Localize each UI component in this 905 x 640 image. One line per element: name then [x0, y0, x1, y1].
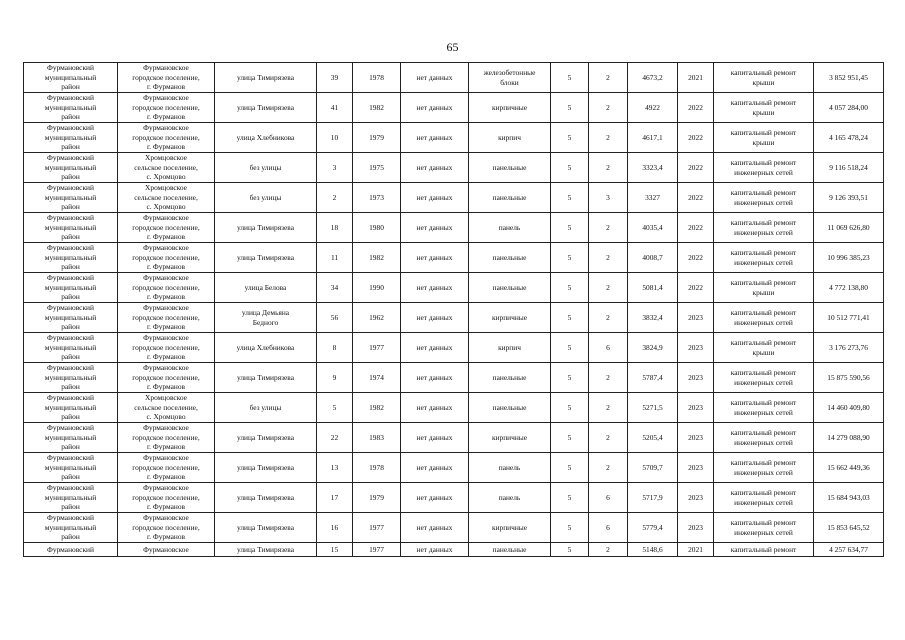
build-year-cell: 1974: [353, 363, 401, 393]
repair-type-cell: капитальный ремонт инженерных сетей: [714, 243, 814, 273]
street-cell: улица Тимирязева: [215, 363, 317, 393]
page-number: 65: [446, 40, 459, 54]
cost-cell: 3 176 273,76: [814, 333, 884, 363]
survey-data-cell: нет данных: [401, 423, 469, 453]
cost-cell: 15 875 590,56: [814, 363, 884, 393]
build-year-cell: 1977: [353, 333, 401, 363]
repair-type-cell: капитальный ремонт инженерных сетей: [714, 303, 814, 333]
entrances-cell: 2: [589, 543, 628, 557]
floors-cell: 5: [551, 423, 589, 453]
repair-type-cell: капитальный ремонт инженерных сетей: [714, 393, 814, 423]
cost-cell: 4 165 478,24: [814, 123, 884, 153]
table-row: [24, 153, 884, 183]
entrances-cell: 6: [589, 333, 628, 363]
area-cell: 5148,6: [628, 543, 678, 557]
plan-year-cell: 2023: [678, 483, 714, 513]
survey-data-cell: нет данных: [401, 63, 469, 93]
wall-material-cell: панельные: [469, 243, 551, 273]
street-cell: улица Тимирязева: [215, 63, 317, 93]
house-number-cell: 16: [317, 513, 353, 543]
house-number-cell: 11: [317, 243, 353, 273]
entrances-cell: 2: [589, 423, 628, 453]
table-row: [24, 393, 884, 423]
district-cell: Фурмановский: [24, 543, 118, 557]
district-cell: Фурмановский муниципальный район: [24, 63, 118, 93]
table-row: [24, 93, 884, 123]
district-cell: Фурмановский муниципальный район: [24, 243, 118, 273]
floors-cell: 5: [551, 93, 589, 123]
district-cell: Фурмановский муниципальный район: [24, 393, 118, 423]
settlement-cell: Фурмановское городское поселение, г. Фурманов: [118, 93, 215, 123]
street-cell: без улицы: [215, 153, 317, 183]
survey-data-cell: нет данных: [401, 333, 469, 363]
settlement-cell: Хромцовское сельское поселение, с. Хромцово: [118, 393, 215, 423]
repair-type-cell: капитальный ремонт инженерных сетей: [714, 183, 814, 213]
cost-cell: 14 279 088,90: [814, 423, 884, 453]
floors-cell: 5: [551, 273, 589, 303]
survey-data-cell: нет данных: [401, 453, 469, 483]
floors-cell: 5: [551, 153, 589, 183]
table-row: [24, 363, 884, 393]
house-number-cell: 9: [317, 363, 353, 393]
wall-material-cell: кирпичные: [469, 93, 551, 123]
wall-material-cell: железобетонные блоки: [469, 63, 551, 93]
cost-cell: 10 512 771,41: [814, 303, 884, 333]
table-row: [24, 333, 884, 363]
cost-cell: 10 996 385,23: [814, 243, 884, 273]
settlement-cell: Фурмановское: [118, 543, 215, 557]
district-cell: Фурмановский муниципальный район: [24, 363, 118, 393]
house-number-cell: 17: [317, 483, 353, 513]
cost-cell: 4 257 634,77: [814, 543, 884, 557]
survey-data-cell: нет данных: [401, 243, 469, 273]
wall-material-cell: панельные: [469, 273, 551, 303]
survey-data-cell: нет данных: [401, 393, 469, 423]
plan-year-cell: 2023: [678, 453, 714, 483]
street-cell: улица Тимирязева: [215, 483, 317, 513]
floors-cell: 5: [551, 333, 589, 363]
repair-type-cell: капитальный ремонт инженерных сетей: [714, 213, 814, 243]
house-number-cell: 8: [317, 333, 353, 363]
cost-cell: 9 126 393,51: [814, 183, 884, 213]
area-cell: 5271,5: [628, 393, 678, 423]
settlement-cell: Фурмановское городское поселение, г. Фурманов: [118, 243, 215, 273]
cost-cell: 4 772 138,80: [814, 273, 884, 303]
district-cell: Фурмановский муниципальный район: [24, 483, 118, 513]
build-year-cell: 1979: [353, 123, 401, 153]
plan-year-cell: 2022: [678, 183, 714, 213]
floors-cell: 5: [551, 213, 589, 243]
district-cell: Фурмановский муниципальный район: [24, 333, 118, 363]
floors-cell: 5: [551, 363, 589, 393]
area-cell: 5709,7: [628, 453, 678, 483]
settlement-cell: Фурмановское городское поселение, г. Фурманов: [118, 303, 215, 333]
plan-year-cell: 2022: [678, 273, 714, 303]
survey-data-cell: нет данных: [401, 93, 469, 123]
plan-year-cell: 2022: [678, 93, 714, 123]
district-cell: Фурмановский муниципальный район: [24, 303, 118, 333]
entrances-cell: 2: [589, 363, 628, 393]
repair-type-cell: капитальный ремонт инженерных сетей: [714, 483, 814, 513]
area-cell: 4673,2: [628, 63, 678, 93]
repair-type-cell: капитальный ремонт крыши: [714, 333, 814, 363]
district-cell: Фурмановский муниципальный район: [24, 273, 118, 303]
settlement-cell: Фурмановское городское поселение, г. Фурманов: [118, 363, 215, 393]
district-cell: Фурмановский муниципальный район: [24, 453, 118, 483]
street-cell: улица Тимирязева: [215, 213, 317, 243]
area-cell: 5717,9: [628, 483, 678, 513]
cost-cell: 15 662 449,36: [814, 453, 884, 483]
district-cell: Фурмановский муниципальный район: [24, 123, 118, 153]
house-number-cell: 2: [317, 183, 353, 213]
wall-material-cell: панельные: [469, 393, 551, 423]
area-cell: 3323,4: [628, 153, 678, 183]
cost-cell: 4 057 284,00: [814, 93, 884, 123]
table-row: [24, 423, 884, 453]
build-year-cell: 1980: [353, 213, 401, 243]
wall-material-cell: панель: [469, 453, 551, 483]
table-row: [24, 453, 884, 483]
build-year-cell: 1979: [353, 483, 401, 513]
area-cell: 5205,4: [628, 423, 678, 453]
house-number-cell: 39: [317, 63, 353, 93]
settlement-cell: Фурмановское городское поселение, г. Фурманов: [118, 63, 215, 93]
plan-year-cell: 2023: [678, 423, 714, 453]
area-cell: 5779,4: [628, 513, 678, 543]
housing-repair-table: [23, 62, 884, 557]
repair-type-cell: капитальный ремонт инженерных сетей: [714, 363, 814, 393]
table-row: [24, 273, 884, 303]
district-cell: Фурмановский муниципальный район: [24, 183, 118, 213]
district-cell: Фурмановский муниципальный район: [24, 423, 118, 453]
entrances-cell: 2: [589, 243, 628, 273]
table-body: [24, 63, 884, 557]
house-number-cell: 10: [317, 123, 353, 153]
table-row: [24, 243, 884, 273]
house-number-cell: 34: [317, 273, 353, 303]
plan-year-cell: 2023: [678, 303, 714, 333]
area-cell: 3824,9: [628, 333, 678, 363]
floors-cell: 5: [551, 123, 589, 153]
repair-type-cell: капитальный ремонт крыши: [714, 123, 814, 153]
repair-type-cell: капитальный ремонт инженерных сетей: [714, 513, 814, 543]
wall-material-cell: панельные: [469, 543, 551, 557]
house-number-cell: 18: [317, 213, 353, 243]
table-row: [24, 183, 884, 213]
entrances-cell: 3: [589, 183, 628, 213]
settlement-cell: Фурмановское городское поселение, г. Фурманов: [118, 333, 215, 363]
plan-year-cell: 2023: [678, 513, 714, 543]
repair-type-cell: капитальный ремонт инженерных сетей: [714, 423, 814, 453]
floors-cell: 5: [551, 453, 589, 483]
street-cell: улица Тимирязева: [215, 543, 317, 557]
street-cell: улица Хлебникова: [215, 333, 317, 363]
plan-year-cell: 2022: [678, 213, 714, 243]
survey-data-cell: нет данных: [401, 363, 469, 393]
wall-material-cell: кирпичные: [469, 303, 551, 333]
build-year-cell: 1977: [353, 543, 401, 557]
house-number-cell: 15: [317, 543, 353, 557]
wall-material-cell: панельные: [469, 183, 551, 213]
plan-year-cell: 2022: [678, 123, 714, 153]
survey-data-cell: нет данных: [401, 153, 469, 183]
build-year-cell: 1962: [353, 303, 401, 333]
repair-type-cell: капитальный ремонт инженерных сетей: [714, 153, 814, 183]
cost-cell: 9 116 518,24: [814, 153, 884, 183]
build-year-cell: 1977: [353, 513, 401, 543]
build-year-cell: 1978: [353, 453, 401, 483]
table-row: [24, 123, 884, 153]
street-cell: улица Тимирязева: [215, 243, 317, 273]
table-row: [24, 63, 884, 93]
entrances-cell: 2: [589, 93, 628, 123]
wall-material-cell: кирпичные: [469, 423, 551, 453]
survey-data-cell: нет данных: [401, 513, 469, 543]
entrances-cell: 2: [589, 153, 628, 183]
floors-cell: 5: [551, 63, 589, 93]
cost-cell: 14 460 409,80: [814, 393, 884, 423]
entrances-cell: 2: [589, 63, 628, 93]
floors-cell: 5: [551, 483, 589, 513]
build-year-cell: 1990: [353, 273, 401, 303]
street-cell: без улицы: [215, 183, 317, 213]
table-row: [24, 483, 884, 513]
plan-year-cell: 2021: [678, 543, 714, 557]
entrances-cell: 6: [589, 483, 628, 513]
plan-year-cell: 2023: [678, 393, 714, 423]
street-cell: улица Тимирязева: [215, 93, 317, 123]
entrances-cell: 2: [589, 453, 628, 483]
house-number-cell: 3: [317, 153, 353, 183]
build-year-cell: 1973: [353, 183, 401, 213]
wall-material-cell: панельные: [469, 153, 551, 183]
settlement-cell: Фурмановское городское поселение, г. Фурманов: [118, 123, 215, 153]
table-row: [24, 543, 884, 557]
district-cell: Фурмановский муниципальный район: [24, 153, 118, 183]
area-cell: 4008,7: [628, 243, 678, 273]
floors-cell: 5: [551, 183, 589, 213]
entrances-cell: 2: [589, 273, 628, 303]
street-cell: улица Белова: [215, 273, 317, 303]
house-number-cell: 56: [317, 303, 353, 333]
survey-data-cell: нет данных: [401, 273, 469, 303]
wall-material-cell: панель: [469, 483, 551, 513]
floors-cell: 5: [551, 513, 589, 543]
floors-cell: 5: [551, 303, 589, 333]
street-cell: улица Хлебникова: [215, 123, 317, 153]
district-cell: Фурмановский муниципальный район: [24, 93, 118, 123]
area-cell: 5081,4: [628, 273, 678, 303]
repair-type-cell: капитальный ремонт инженерных сетей: [714, 453, 814, 483]
cost-cell: 15 853 645,52: [814, 513, 884, 543]
table-row: [24, 213, 884, 243]
area-cell: 5787,4: [628, 363, 678, 393]
build-year-cell: 1983: [353, 423, 401, 453]
floors-cell: 5: [551, 543, 589, 557]
area-cell: 3327: [628, 183, 678, 213]
house-number-cell: 13: [317, 453, 353, 483]
survey-data-cell: нет данных: [401, 483, 469, 513]
street-cell: улица Тимирязева: [215, 423, 317, 453]
plan-year-cell: 2023: [678, 333, 714, 363]
settlement-cell: Фурмановское городское поселение, г. Фурманов: [118, 453, 215, 483]
survey-data-cell: нет данных: [401, 213, 469, 243]
repair-type-cell: капитальный ремонт крыши: [714, 93, 814, 123]
settlement-cell: Фурмановское городское поселение, г. Фурманов: [118, 423, 215, 453]
area-cell: 4035,4: [628, 213, 678, 243]
entrances-cell: 2: [589, 393, 628, 423]
wall-material-cell: кирпичные: [469, 513, 551, 543]
build-year-cell: 1982: [353, 243, 401, 273]
plan-year-cell: 2022: [678, 153, 714, 183]
entrances-cell: 2: [589, 213, 628, 243]
area-cell: 4617,1: [628, 123, 678, 153]
plan-year-cell: 2022: [678, 243, 714, 273]
entrances-cell: 6: [589, 513, 628, 543]
plan-year-cell: 2021: [678, 63, 714, 93]
repair-type-cell: капитальный ремонт крыши: [714, 63, 814, 93]
settlement-cell: Хромцовское сельское поселение, с. Хромцово: [118, 153, 215, 183]
entrances-cell: 2: [589, 123, 628, 153]
table-row: [24, 303, 884, 333]
floors-cell: 5: [551, 243, 589, 273]
cost-cell: 15 684 943,03: [814, 483, 884, 513]
cost-cell: 3 852 951,45: [814, 63, 884, 93]
area-cell: 4922: [628, 93, 678, 123]
survey-data-cell: нет данных: [401, 123, 469, 153]
plan-year-cell: 2023: [678, 363, 714, 393]
entrances-cell: 2: [589, 303, 628, 333]
house-number-cell: 41: [317, 93, 353, 123]
table-row: [24, 513, 884, 543]
repair-type-cell: капитальный ремонт: [714, 543, 814, 557]
build-year-cell: 1982: [353, 393, 401, 423]
settlement-cell: Фурмановское городское поселение, г. Фурманов: [118, 273, 215, 303]
district-cell: Фурмановский муниципальный район: [24, 513, 118, 543]
floors-cell: 5: [551, 393, 589, 423]
build-year-cell: 1975: [353, 153, 401, 183]
street-cell: улица Тимирязева: [215, 453, 317, 483]
wall-material-cell: панель: [469, 213, 551, 243]
street-cell: без улицы: [215, 393, 317, 423]
survey-data-cell: нет данных: [401, 183, 469, 213]
street-cell: улица Демьяна Бедного: [215, 303, 317, 333]
cost-cell: 11 069 626,80: [814, 213, 884, 243]
area-cell: 3832,4: [628, 303, 678, 333]
wall-material-cell: кирпич: [469, 123, 551, 153]
wall-material-cell: панельные: [469, 363, 551, 393]
street-cell: улица Тимирязева: [215, 513, 317, 543]
build-year-cell: 1978: [353, 63, 401, 93]
survey-data-cell: нет данных: [401, 543, 469, 557]
wall-material-cell: кирпич: [469, 333, 551, 363]
settlement-cell: Фурмановское городское поселение, г. Фурманов: [118, 483, 215, 513]
build-year-cell: 1982: [353, 93, 401, 123]
survey-data-cell: нет данных: [401, 303, 469, 333]
settlement-cell: Хромцовское сельское поселение, с. Хромцово: [118, 183, 215, 213]
house-number-cell: 22: [317, 423, 353, 453]
repair-type-cell: капитальный ремонт крыши: [714, 273, 814, 303]
settlement-cell: Фурмановское городское поселение, г. Фурманов: [118, 213, 215, 243]
district-cell: Фурмановский муниципальный район: [24, 213, 118, 243]
settlement-cell: Фурмановское городское поселение, г. Фурманов: [118, 513, 215, 543]
house-number-cell: 5: [317, 393, 353, 423]
